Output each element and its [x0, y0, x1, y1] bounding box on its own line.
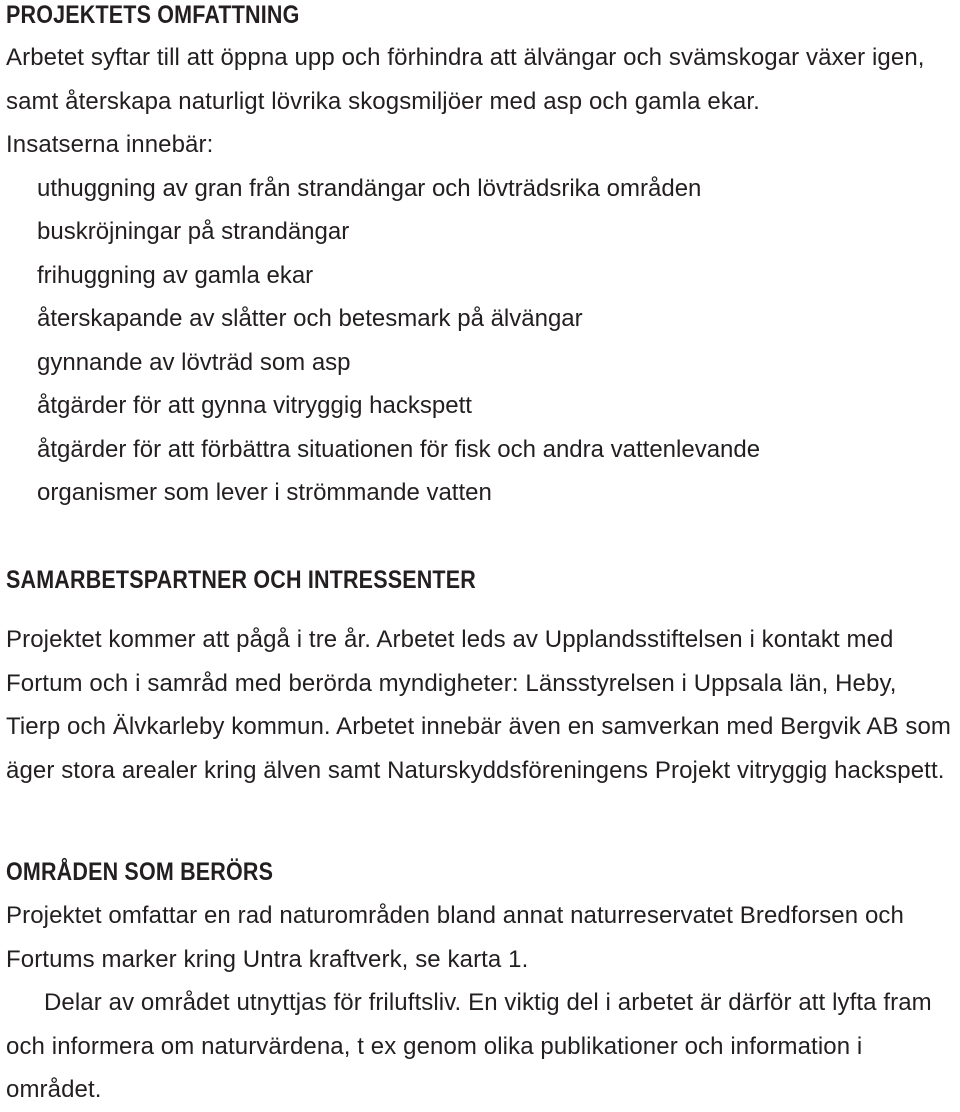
section-body-omraden-som-berors	[6, 894, 946, 1112]
list-item: gynnande av lövträd som asp	[37, 348, 351, 376]
intro-paragraph: Arbetet syftar till att öppna upp och förhindra att älvängar och svämskogar växer igen, samt återskapa naturligt lövrika skogsmiljöer med asp och gamla ekar.	[6, 44, 925, 115]
list-title: Insatserna innebär:	[6, 131, 214, 158]
list-item: frihuggning av gamla ekar	[37, 261, 314, 289]
section-body-samarbetspartner: Projektet kommer att pågå i tre år. Arbetet leds av Upplandsstiftelsen i kontakt med Fortum och i samråd med berörda myndigheter: Länsstyrelsen i Uppsala län, Heby, Tierp och Älvkarleby kommun. Arbetet innebär även en samverkan med Bergvik AB som äger stora arealer kring älven samt Naturskyddsföreningens Projekt vitryggig hackspett.	[6, 626, 951, 784]
areas-paragraph-2: Delar av området utnyttjas för friluftsliv. En viktig del i arbetet är därför att lyfta fram och informera om naturvärdena, t ex genom olika publikationer och information i området.	[6, 989, 932, 1103]
list-item: buskröjningar på strandängar	[37, 218, 350, 245]
measures-list	[6, 167, 956, 515]
list-item: uthuggning av gran från strandängar och lövträdsrika områden	[37, 174, 702, 202]
list-item: åtgärder för att förbättra situationen för fisk och andra vattenlevande organismer som lever i strömmande vatten	[37, 435, 761, 506]
section-heading-omraden-som-berors: OMRÅDEN SOM BERÖRS	[6, 858, 274, 886]
list-item: åtgärder för att gynna vitryggig hackspett	[37, 392, 472, 419]
section-heading-samarbetspartner: SAMARBETSPARTNER OCH INTRESSENTER	[6, 566, 476, 594]
list-item: återskapande av slåtter och betesmark på älvängar	[37, 305, 583, 332]
areas-paragraph-1: Projektet omfattar en rad naturområden bland annat naturreservatet Bredforsen och Fortums marker kring Untra kraftverk, se karta 1.	[6, 902, 904, 973]
section-body-projektets-omfattning	[6, 36, 956, 515]
section-heading-projektets-omfattning: PROJEKTETS OMFATTNING	[6, 1, 300, 29]
